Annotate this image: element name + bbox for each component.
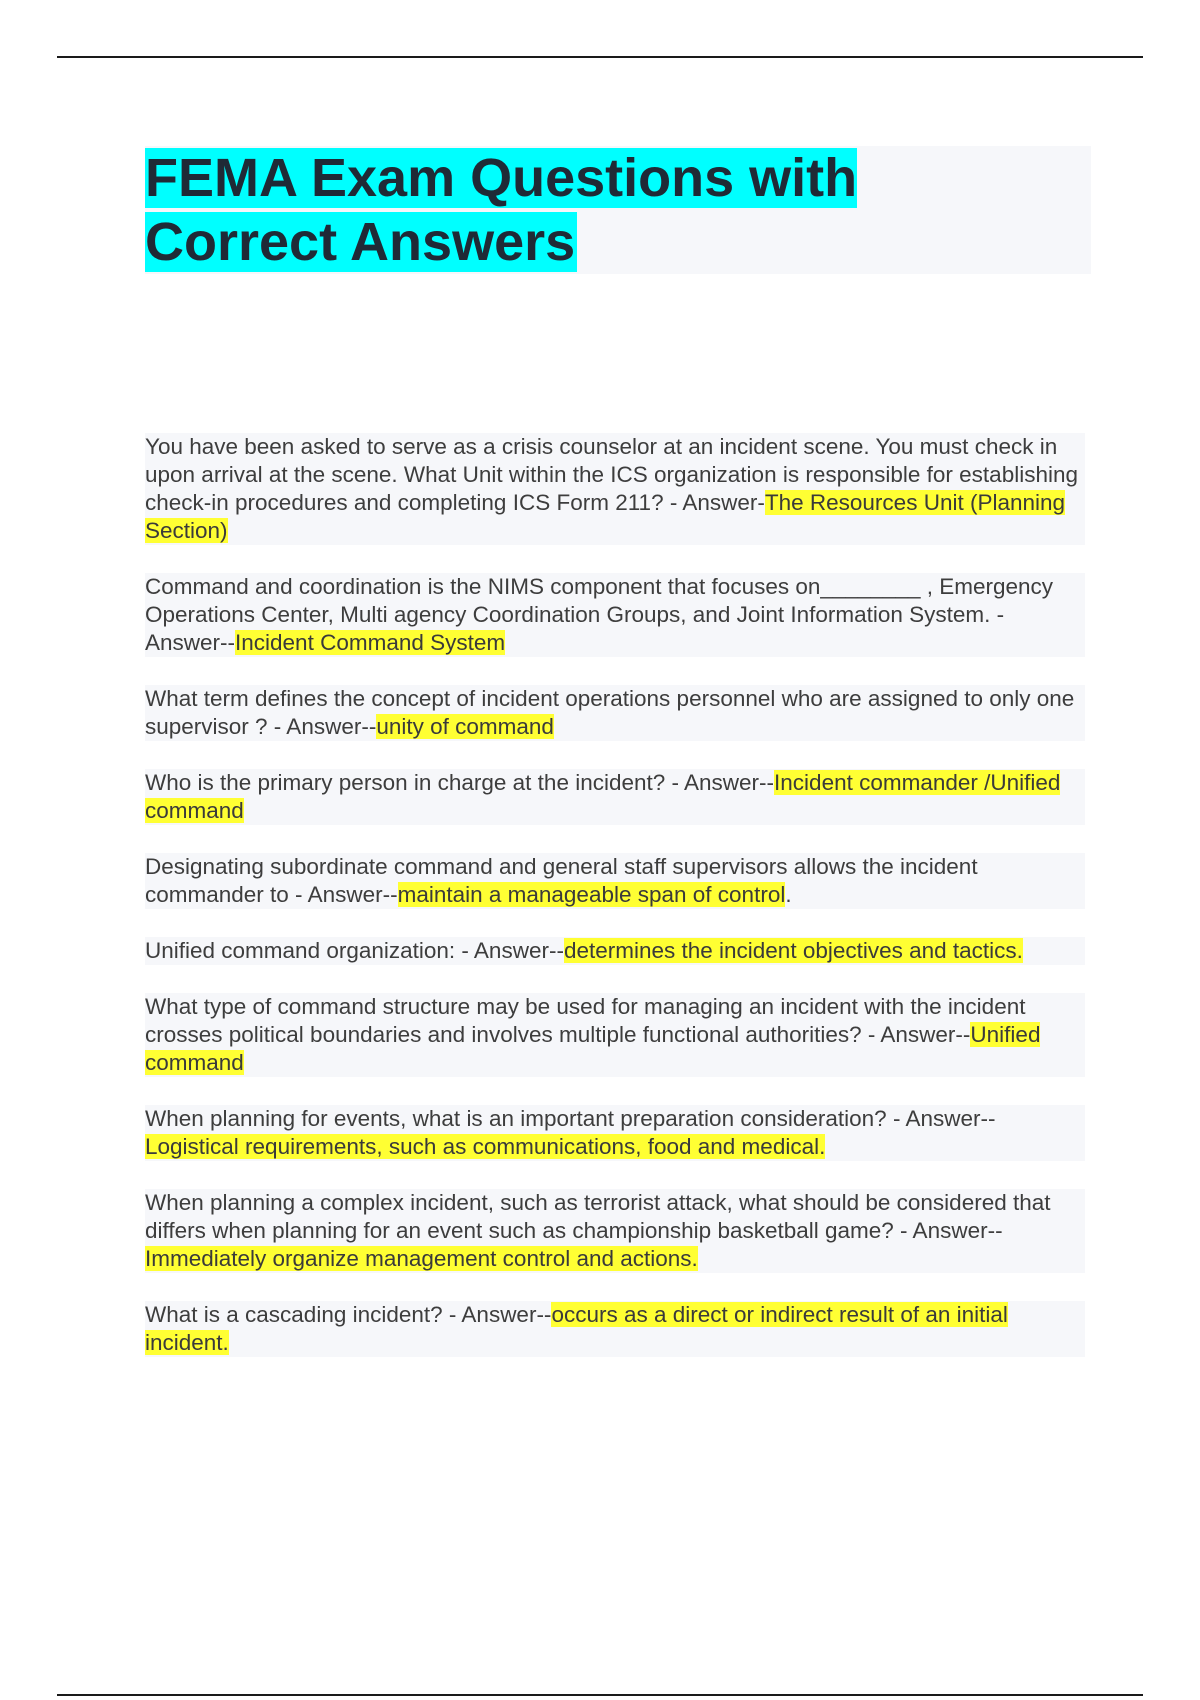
answer-suffix: . [785, 881, 792, 907]
qa-item [145, 433, 1085, 545]
qa-item [145, 853, 1085, 909]
answer-text: Logistical requirements, such as communications, food and medical. [145, 1133, 826, 1159]
qa-item [145, 1105, 1085, 1161]
question-text: Command and coordination is the NIMS component that focuses on________ , Emergency Operations Center, Multi agency Coordination Groups, and Joint Information System. - Answer-- [145, 573, 1054, 655]
question-text: Designating subordinate command and general staff supervisors allows the incident commander to - Answer-- [145, 853, 978, 907]
qa-item [145, 573, 1085, 657]
question-text: What term defines the concept of incident operations personnel who are assigned to only one supervisor ? - Answer-- [145, 685, 1075, 739]
qa-item [145, 1189, 1085, 1273]
answer-text: maintain a manageable span of control [397, 881, 786, 907]
document-title-text: FEMA Exam Questions with Correct Answers [145, 148, 858, 272]
question-text: Who is the primary person in charge at the incident? - Answer-- [145, 769, 775, 795]
answer-text: unity of command [376, 713, 554, 739]
top-rule [57, 56, 1143, 58]
answer-text: Unified command [145, 1021, 1041, 1075]
qa-item [145, 1301, 1085, 1357]
qa-list [145, 410, 1085, 1385]
answer-text: determines the incident objectives and tactics. [563, 937, 1023, 963]
answer-text: The Resources Unit (Planning Section) [145, 489, 1066, 543]
qa-item [145, 685, 1085, 741]
question-text: When planning for events, what is an important preparation consideration? - Answer-- [145, 1105, 996, 1131]
question-text: When planning a complex incident, such as terrorist attack, what should be considered that differs when planning for an event such as championship basketball game? - Answer-- [145, 1189, 1051, 1243]
answer-text: Immediately organize management control and actions. [145, 1245, 698, 1271]
question-text: What type of command structure may be used for managing an incident with the incident crosses political boundaries and involves multiple functional authorities? - Answer-- [145, 993, 1026, 1047]
question-text: Unified command organization: - Answer-- [145, 937, 564, 963]
answer-text: Incident Command System [235, 629, 506, 655]
bottom-rule [57, 1694, 1143, 1696]
question-text: You have been asked to serve as a crisis counselor at an incident scene. You must check in upon arrival at the scene. What Unit within the ICS organization is responsible for establishing check-in procedures and completing ICS Form 211? - Answer- [145, 433, 1078, 515]
question-text: What is a cascading incident? - Answer-- [145, 1301, 552, 1327]
answer-text: Incident commander /Unified command [145, 769, 1061, 823]
qa-item [145, 993, 1085, 1077]
title-block [145, 146, 1091, 274]
answer-text: occurs as a direct or indirect result of an initial incident. [145, 1301, 1008, 1355]
document-title [145, 146, 905, 274]
qa-item [145, 937, 1085, 965]
qa-item [145, 769, 1085, 825]
